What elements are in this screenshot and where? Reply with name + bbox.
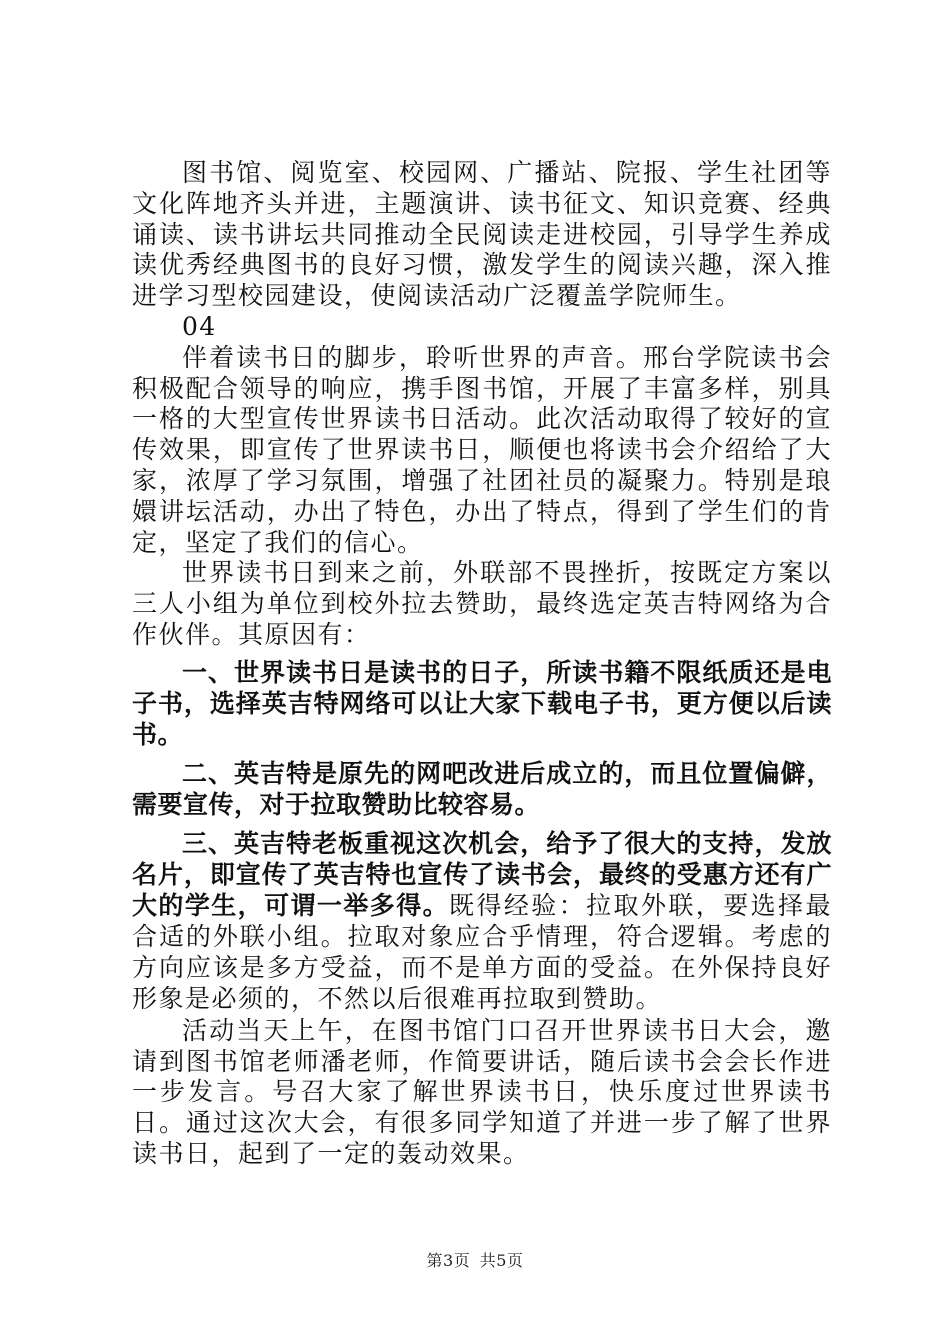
- reason-three-text: 三、英吉特老板重视这次机会，给予了很大的支持，发放名片，即宣传了英吉特也宣传了读书会，最终的受惠方还有广大的学生，可谓一举多得。: [132, 828, 832, 920]
- page-footer: [0, 1248, 950, 1271]
- experience-text: 既得经验：拉取外联，要选择最合适的外联小组。拉取对象应合乎情理，符合逻辑。考虑的方向应该是多方受益，而不是单方面的受益。在外保持良好形象是必须的，不然以后很难再拉取到赞助。: [132, 890, 832, 1013]
- page-total: 共5页: [479, 1251, 524, 1270]
- paragraph-reading-day-summary: 伴着读书日的脚步，聆听世界的声音。邢台学院读书会积极配合领导的响应，携手图书馆，开展了丰富多样，别具一格的大型宣传世界读书日活动。此次活动取得了较好的宣传效果，即宣传了世界读书日，顺便也将读书会介绍给了大家，浓厚了学习氛围，增强了社团社员的凝聚力。特别是琅嬛讲坛活动，办出了特色，办出了特点，得到了学生们的肯定，坚定了我们的信心。: [132, 342, 832, 557]
- reason-one: 一、世界读书日是读书的日子，所读书籍不限纸质还是电子书，选择英吉特网络可以让大家下载电子书，更方便以后读书。: [132, 657, 832, 749]
- paragraph-campus-reading: 图书馆、阅览室、校园网、广播站、院报、学生社团等文化阵地齐头并进，主题演讲、读书征文、知识竞赛、经典诵读、读书讲坛共同推动全民阅读走进校园，引导学生养成读优秀经典图书的良好习惯，激发学生的阅读兴趣，深入推进学习型校园建设，使阅读活动广泛覆盖学院师生。: [132, 158, 832, 311]
- reason-two: 二、英吉特是原先的网吧改进后成立的，而且位置偏僻，需要宣传，对于拉取赞助比较容易。: [132, 758, 832, 819]
- document-body: [132, 158, 832, 1170]
- paragraph-sponsorship-intro: 世界读书日到来之前，外联部不畏挫折，按既定方案以三人小组为单位到校外拉去赞助，最终选定英吉特网络为合作伙伴。其原因有：: [132, 558, 832, 649]
- paragraph-event-day: 活动当天上午，在图书馆门口召开世界读书日大会，邀请到图书馆老师潘老师，作简要讲话，随后读书会会长作进一步发言。号召大家了解世界读书日，快乐度过世界读书日。通过这次大会，有很多同学知道了并进一步了解了世界读书日，起到了一定的轰动效果。: [132, 1015, 832, 1168]
- page-number: 第3页: [426, 1251, 471, 1270]
- reason-three: [132, 828, 832, 1014]
- section-number: 04: [182, 311, 217, 341]
